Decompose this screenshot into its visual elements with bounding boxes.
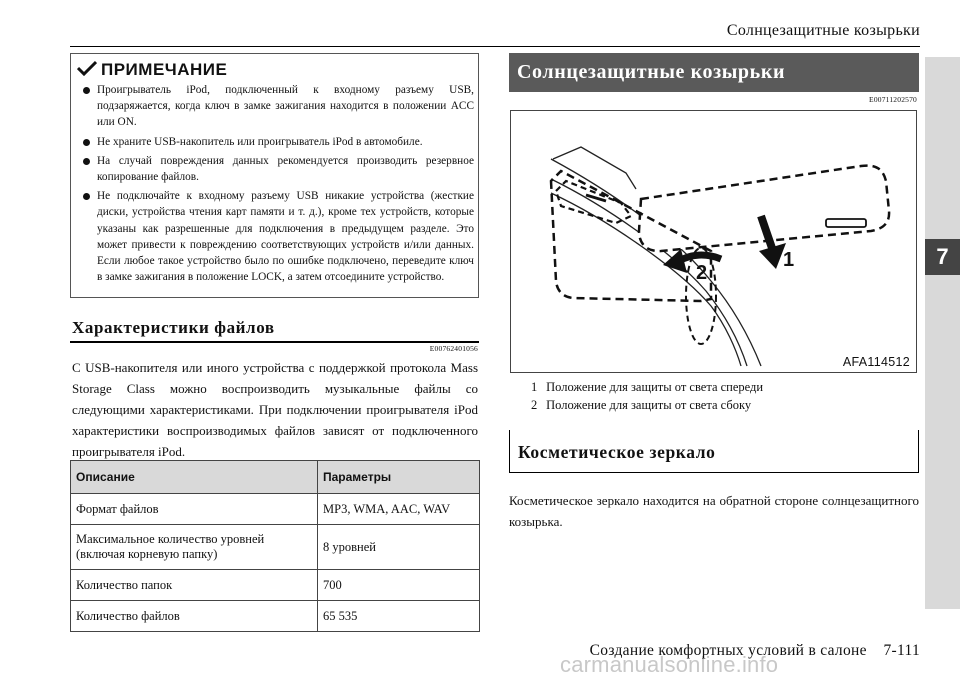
note-list [79, 82, 474, 288]
table-cell: 65 535 [318, 601, 480, 632]
table-row [71, 601, 480, 632]
note-item: Проигрыватель iPod, подключенный к входному разъему USB, подзаряжается, когда ключ в замке зажигания находится в положении ACC или ON. [79, 82, 474, 131]
mirror-section-body: Косметическое зеркало находится на обратной стороне солнцезащитного козырька. [509, 493, 919, 529]
table-cell: Количество папок [71, 570, 318, 601]
side-chapter-strip [925, 57, 960, 609]
sunvisor-illustration [511, 111, 916, 372]
note-item: Не храните USB-накопитель или проигрыватель iPod в автомобиле. [79, 134, 474, 150]
table-cell: MP3, WMA, AAC, WAV [318, 494, 480, 525]
legend-text: Положение для защиты от света спереди [546, 380, 764, 394]
table-header-row [71, 461, 480, 494]
note-box [70, 53, 479, 298]
watermark: carmanualsonline.info [560, 652, 779, 677]
note-item: На случай повреждения данных рекомендуется производить резервное копирование файлов. [79, 153, 474, 185]
file-section-title: Характеристики файлов [72, 318, 275, 337]
legend-item [531, 378, 763, 396]
legend-item [531, 396, 763, 414]
callout-1: 1 [783, 249, 795, 271]
page-header-title: Солнцезащитные козырьки [726, 22, 920, 39]
file-section-body: С USB-накопителя или иного устройства с поддержкой протокола Mass Storage Class можно воспроизводить музыкальные файлы со следующими характеристиками. При подключении проигрывателя iPod характеристики воспроизводимых файлов зависят от подключенного проигрывателя iPod. [72, 360, 478, 459]
file-section-rule [70, 341, 479, 343]
note-title: ПРИМЕЧАНИЕ [101, 60, 228, 79]
file-section-code: E00762401056 [429, 344, 478, 353]
figure-code: AFA114512 [842, 355, 910, 369]
table-cell: Максимальное количество уровней (включая корневую папку) [71, 525, 318, 570]
mirror-section-title: Косметическое зеркало [518, 442, 716, 462]
legend-number: 2 [531, 398, 538, 412]
table-cell: Формат файлов [71, 494, 318, 525]
table-cell: 8 уровней [318, 525, 480, 570]
header-divider [70, 46, 920, 47]
table-cell: 700 [318, 570, 480, 601]
table-row [71, 570, 480, 601]
table-row [71, 494, 480, 525]
table-header-parameters: Параметры [318, 461, 480, 494]
legend-number: 1 [531, 380, 538, 394]
page-footer: Создание комфортных условий в салоне 7-111 [589, 642, 920, 659]
table-cell: Количество файлов [71, 601, 318, 632]
table-header-description: Описание [71, 461, 318, 494]
checkmark-icon [77, 60, 97, 81]
sunvisor-figure [510, 110, 917, 373]
sunvisor-section-code: E00711202570 [869, 95, 917, 104]
file-spec-table [70, 460, 480, 632]
note-header [77, 58, 227, 82]
figure-legend [531, 378, 763, 414]
mirror-section-header [509, 430, 919, 473]
callout-2: 2 [696, 262, 708, 284]
table-row [71, 525, 480, 570]
chapter-tab[interactable]: 7 [925, 239, 960, 275]
sunvisor-section-title: Солнцезащитные козырьки [509, 53, 919, 92]
note-item: Не подключайте к входному разъему USB никакие устройства (жесткие диски, устройства чтения карт памяти и т. д.), кроме тех устройств, которые указаны как разрешенные для подключения в предыдущем разделе. Это может привести к повреждению соответствующих устройств и/или данных. Если любое такое устройство было по ошибке подключено, переведите ключ в замке зажигания в положение LOCK, а затем отсоедините устройство. [79, 188, 474, 285]
legend-text: Положение для защиты от света сбоку [546, 398, 752, 412]
